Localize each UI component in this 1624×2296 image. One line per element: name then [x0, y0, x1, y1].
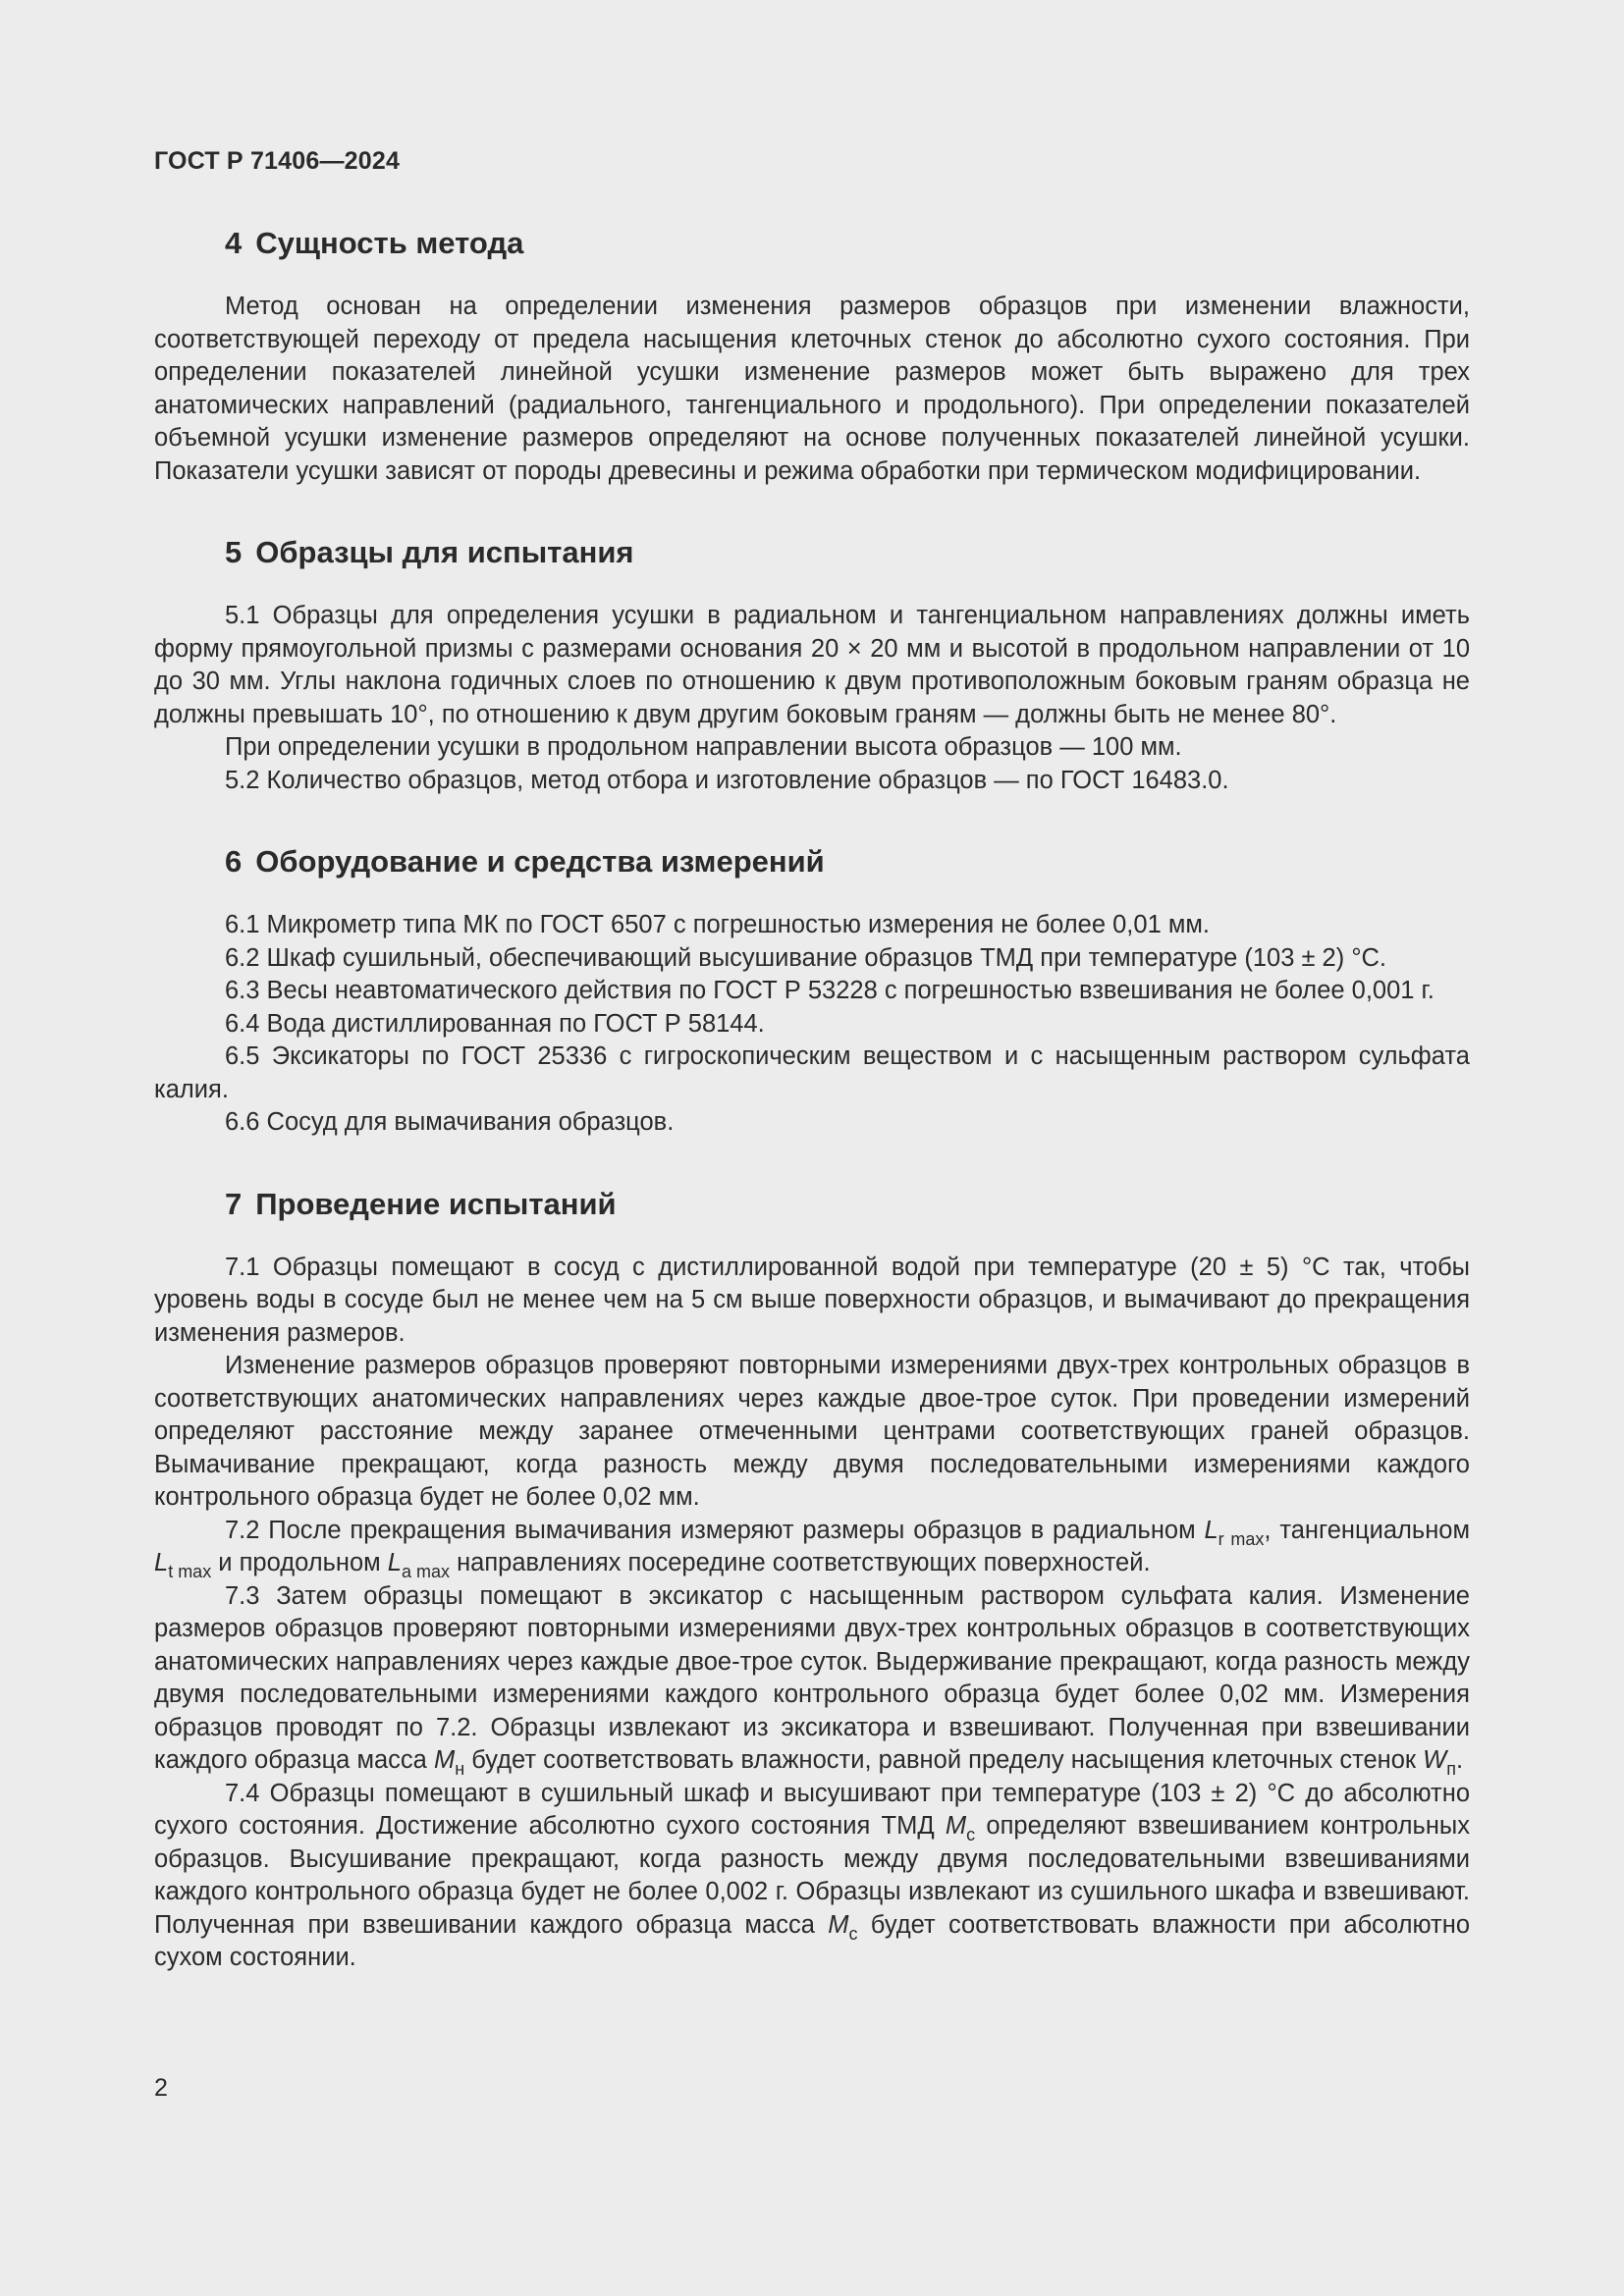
- paragraph: 7.1 Образцы помещают в сосуд с дистиллированной водой при температуре (20 ± 5) °С так, чтобы уровень воды в сосуде был не менее чем на 5 см выше поверхности образцов, и вымачивают до прекращения изменения размеров.: [154, 1253, 1470, 1347]
- page-number: 2: [154, 2074, 168, 2102]
- paragraph-7-4: 7.4 Образцы помещают в сушильный шкаф и высушивают при температуре (103 ± 2) °С до абсолютно сухого состояния. Достижение абсолютно сухого состояния ТМД $M_c$ определяют взвешиванием контрольных образцов. Высушивание прекращают, когда разность между двумя последовательными взвешиваниями каждого контрольного образца будет не более 0,002 г. Образцы извлекают из сушильного шкафа и взвешивают. Полученная при взвешивании каждого образца масса $M_c$ будет соответствовать влажности при абсолютно сухом состоянии.: [154, 1779, 1470, 1971]
- paragraph: 5.1 Образцы для определения усушки в радиальном и тангенциальном направлениях должны иметь форму прямоугольной призмы с размерами основания 20 × 20 мм и высотой в продольном направлении от 10 до 30 мм. Углы наклона годичных слоев по отношению к двум противоположным боковым граням образца не должны превышать 10°, по отношению к двум другим боковым граням — должны быть не менее 80°.: [154, 602, 1470, 728]
- section-4-heading: [154, 224, 1470, 263]
- section-number: 7: [225, 1186, 243, 1221]
- paragraph: 5.2 Количество образцов, метод отбора и изготовление образцов — по ГОСТ 16483.0.: [225, 766, 1229, 794]
- variable: L: [154, 1549, 169, 1576]
- list-item: 6.1 Микрометр типа МК по ГОСТ 6507 с погрешностью измерения не более 0,01 мм.: [225, 911, 1210, 938]
- document-id: ГОСТ Р 71406—2024: [154, 147, 401, 175]
- variable: M: [945, 1812, 967, 1840]
- paragraph-7-2: 7.2 После прекращения вымачивания измеряют размеры образцов в радиальном $L_{r max}$, тангенциальном $L_{t max}$ и продольном $L_{a max}$ направлениях посередине соответствующих поверхностей.: [154, 1516, 1470, 1581]
- list-item: 6.6 Сосуд для вымачивания образцов.: [225, 1108, 675, 1136]
- section-title: Сущность метода: [255, 226, 524, 260]
- equipment-list: [154, 909, 1470, 1140]
- subscript: t max: [168, 1562, 212, 1581]
- subscript: c: [966, 1825, 976, 1844]
- variable: M: [433, 1746, 456, 1774]
- section-number: 5: [225, 535, 243, 569]
- paragraph: Изменение размеров образцов проверяют повторными измерениями двух-трех контрольных образцов в соответствующих анатомических направлениях через каждые двое-трое суток. При проведении измерений определяют расстояние между заранее отмеченными центрами соответствующих граней образцов. Вымачивание прекращают, когда разность между двумя последовательными измерениями каждого контрольного образца будет не более 0,02 мм.: [154, 1352, 1470, 1511]
- list-item: 6.5 Эксикаторы по ГОСТ 25336 с гигроскопическим веществом и с насыщенным раствором сульфата калия.: [154, 1042, 1470, 1103]
- variable: L: [387, 1549, 402, 1576]
- subscript: a max: [401, 1562, 450, 1581]
- section-6-heading: [154, 842, 1470, 881]
- section-title: Проведение испытаний: [255, 1186, 617, 1221]
- variable: W: [1423, 1746, 1447, 1774]
- subscript: r max: [1218, 1528, 1265, 1549]
- section-5-heading: [154, 533, 1470, 572]
- section-title: Образцы для испытания: [255, 535, 634, 569]
- section-number: 4: [225, 226, 243, 260]
- document-body: [154, 196, 1470, 1975]
- subscript: c: [848, 1923, 858, 1944]
- section-title: Оборудование и средства измерений: [255, 844, 825, 879]
- variable: M: [828, 1910, 849, 1939]
- subscript: п: [1446, 1759, 1456, 1779]
- list-item: 6.3 Весы неавтоматического действия по ГОСТ Р 53228 с погрешностью взвешивания не более 0,001 г.: [225, 977, 1435, 1004]
- subscript: н: [455, 1759, 465, 1779]
- paragraph-7-3: 7.3 Затем образцы помещают в эксикатор с насыщенным раствором сульфата калия. Изменение размеров образцов проверяют повторными измерениями двух-трех контрольных образцов в соответствующих анатомических направлениях через каждые двое-трое суток. Выдерживание прекращают, когда разность между двумя последовательными измерениями каждого контрольного образца будет более 0,02 мм. Измерения образцов проводят по 7.2. Образцы извлекают из эксикатора и взвешивают. Полученная при взвешивании каждого образца масса $M_н$ будет соответствовать влажности, равной пределу насыщения клеточных стенок $W_п$.: [154, 1581, 1470, 1779]
- section-number: 6: [225, 844, 243, 879]
- paragraph: Метод основан на определении изменения размеров образцов при изменении влажности, соответствующей переходу от предела насыщения клеточных стенок до абсолютно сухого состояния. При определении показателей линейной усушки изменение размеров может быть выражено для трех анатомических направлений (радиального, тангенциального и продольного). При определении показателей объемной усушки изменение размеров определяют на основе полученных показателей линейной усушки. Показатели усушки зависят от породы древесины и режима обработки при термическом модифицировании.: [154, 293, 1470, 485]
- list-item: 6.4 Вода дистиллированная по ГОСТ Р 58144.: [225, 1009, 765, 1038]
- variable: L: [1204, 1516, 1218, 1544]
- paragraph: При определении усушки в продольном направлении высота образцов — 100 мм.: [225, 733, 1182, 761]
- section-7-heading: [154, 1185, 1470, 1224]
- list-item: 6.2 Шкаф сушильный, обеспечивающий высушивание образцов ТМД при температуре (103 ± 2) °С.: [225, 943, 1387, 972]
